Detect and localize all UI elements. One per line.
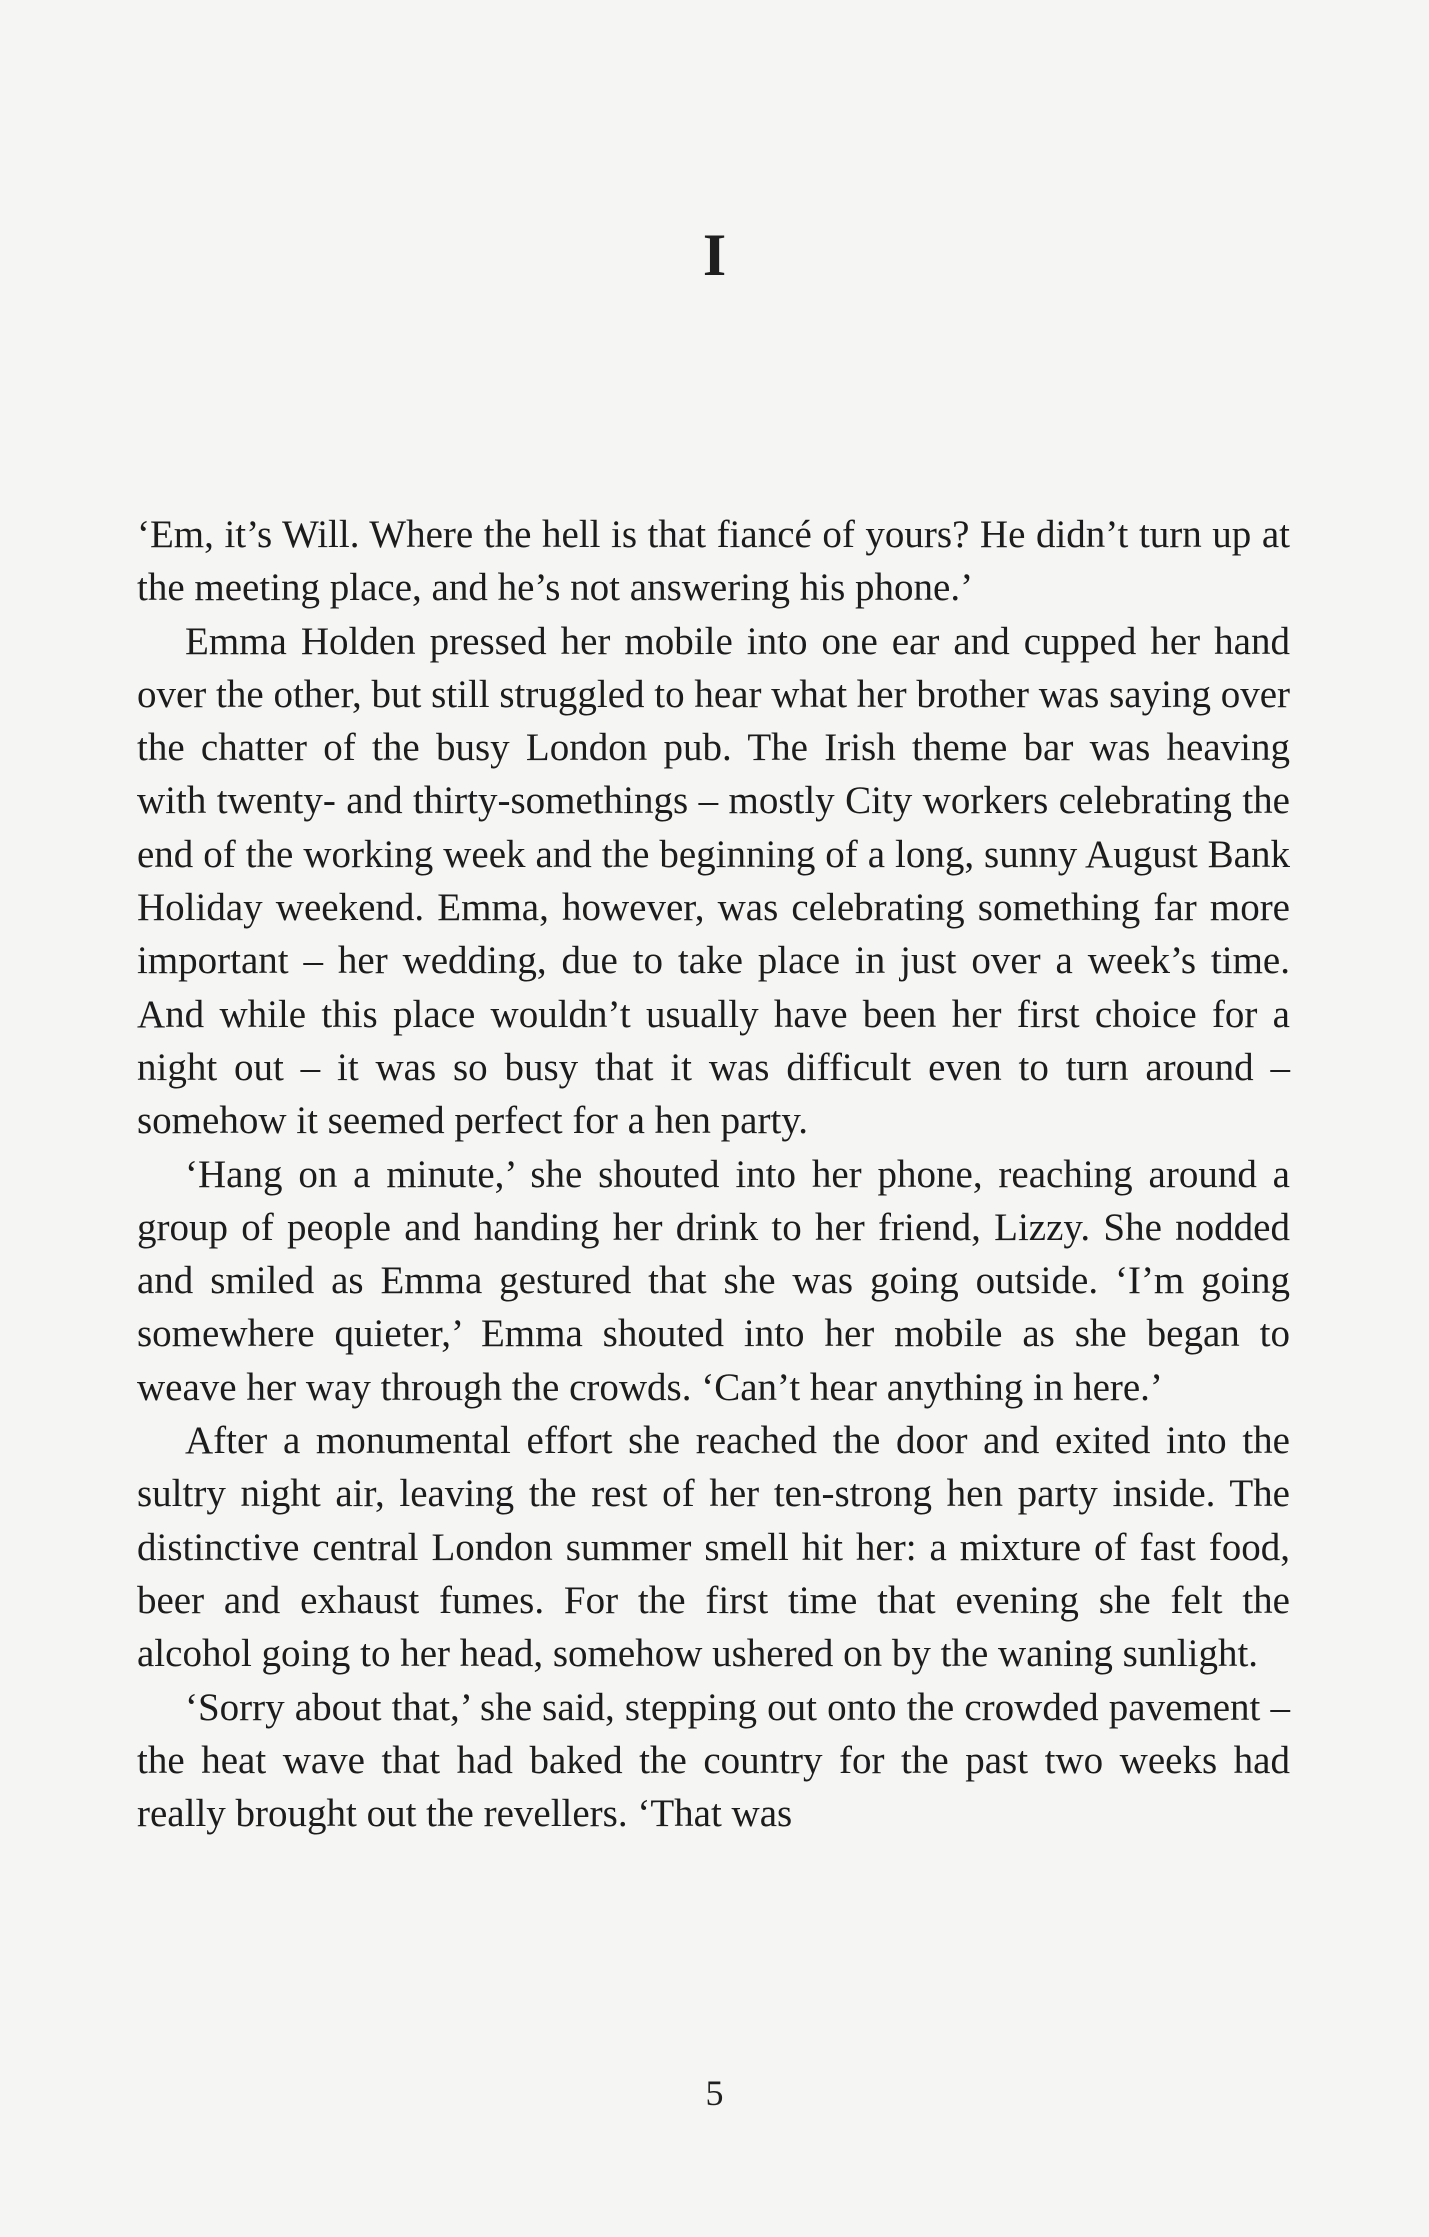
paragraph-4: After a monumental effort she reached the door and exited into the sultry night air, leaving the rest of her ten-strong hen party inside. The distinctive central London summer smell hit her: a mixture of fast food, beer and exhaust fumes. For the first time that evening she felt the alcohol going to her head, somehow ushered on by the waning sunlight. [137, 1419, 1290, 1676]
chapter-number: I [702, 222, 727, 288]
paragraph-2: Emma Holden pressed her mobile into one ear and cupped her hand over the other, but still struggled to hear what her brother was saying over the chatter of the busy London pub. The Irish theme bar was heaving with twenty- and thirty-somethings – mostly City workers celebrating the end of the working week and the beginning of a long, sunny August Bank Holiday weekend. Emma, however, was celebrating something far more important – her wedding, due to take place in just over a week’s time. And while this place wouldn’t usually have been her first choice for a night out – it was so busy that it was difficult even to turn around – somehow it seemed perfect for a hen party. [137, 619, 1290, 1143]
page-number: 5 [705, 2073, 724, 2113]
paragraph-1: ‘Em, it’s Will. Where the hell is that fiancé of yours? He didn’t turn up at the meeting place, and he’s not answering his phone.’ [137, 513, 1290, 610]
body-text [137, 508, 1290, 1840]
paragraph-3: ‘Hang on a minute,’ she shouted into her phone, reaching around a group of people and handing her drink to her friend, Lizzy. She nodded and smiled as Emma gestured that she was going outside. ‘I’m going somewhere quieter,’ Emma shouted into her mobile as she began to weave her way through the crowds. ‘Can’t hear anything in here.’ [137, 1152, 1290, 1409]
paragraph-5: ‘Sorry about that,’ she said, stepping out onto the crowded pavement – the heat wave that had baked the country for the past two weeks had really brought out the revellers. ‘That was [137, 1685, 1290, 1836]
